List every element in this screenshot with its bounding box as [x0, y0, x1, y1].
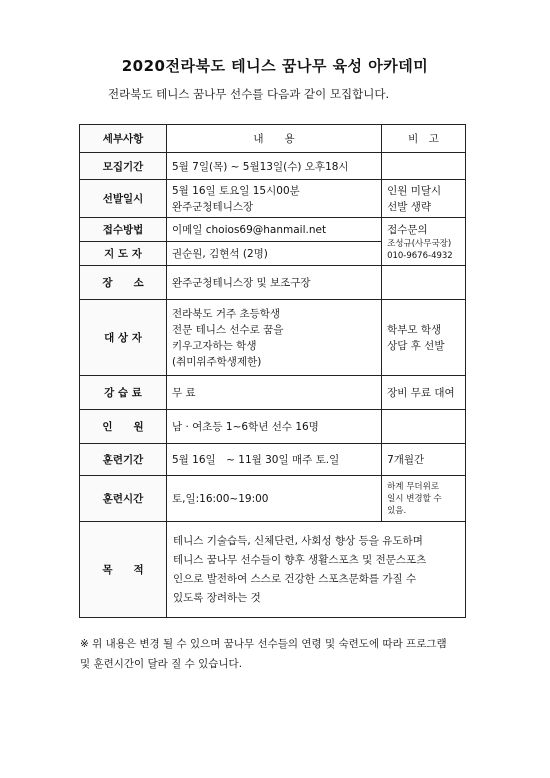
- row-label: 지 도 자: [80, 242, 167, 266]
- content-line: 키우고자하는 학생: [171, 339, 257, 352]
- content-line: 5월 16일 토요일 15시00분: [171, 184, 300, 197]
- row-content: 토,일:16:00~19:00: [166, 476, 381, 522]
- content-line: 있도록 장려하는 것: [172, 591, 261, 604]
- table-row: [80, 444, 466, 476]
- row-content: [166, 300, 381, 376]
- row-content: 5월 7일(목) ~ 5월13일(수) 오후18시: [166, 153, 381, 180]
- footnote: [80, 634, 475, 674]
- row-label: 훈련시간: [80, 476, 167, 522]
- row-content: 완주군청테니스장 및 보조구장: [166, 266, 381, 300]
- row-content: 이메일 choios69@hanmail.net: [166, 218, 381, 242]
- row-note: [382, 476, 466, 522]
- footnote-line: ※ 위 내용은 변경 될 수 있으며 꿈나무 선수들의 연령 및 숙련도에 따라 프로그램: [80, 638, 447, 650]
- page-subtitle: 전라북도 테니스 꿈나무 선수를 다음과 같이 모집합니다.: [108, 87, 390, 101]
- content-line: 테니스 기술습득, 신체단련, 사회성 향상 등을 유도하며: [172, 534, 423, 547]
- row-label: 목 적: [80, 522, 167, 618]
- note-line: 접수문의: [387, 223, 428, 236]
- note-line: 인원 미달시: [387, 184, 442, 197]
- table-row: [80, 266, 466, 300]
- row-note: 장비 무료 대여: [382, 376, 466, 410]
- table-row: [80, 153, 466, 180]
- table-row: [80, 522, 466, 618]
- row-label: 모집기간: [80, 153, 167, 180]
- note-line: 하계 무더위로: [387, 481, 440, 492]
- table-row: [80, 180, 466, 218]
- note-line: 선발 생략: [387, 200, 431, 213]
- note-line: 010-9676-4932: [387, 250, 453, 261]
- row-content: [166, 180, 381, 218]
- content-line: 완주군청테니스장: [171, 200, 254, 213]
- note-line: 학부모 학생: [387, 323, 442, 336]
- content-line: 전문 테니스 선수로 꿈을: [171, 323, 284, 336]
- table-row: [80, 376, 466, 410]
- row-label: 접수방법: [80, 218, 167, 242]
- row-content: [166, 522, 465, 618]
- table-header-row: [80, 125, 466, 153]
- note-line: 있음.: [387, 505, 407, 516]
- row-note: [382, 153, 466, 180]
- row-content: 권순원, 김현석 (2명): [166, 242, 381, 266]
- page-title: 2020전라북도 테니스 꿈나무 육성 아카데미: [121, 57, 429, 75]
- header-content: 내 용: [166, 125, 381, 153]
- row-content: 5월 16일 ~ 11월 30일 매주 토.일: [166, 444, 381, 476]
- row-label: 장 소: [80, 266, 167, 300]
- row-content: 무 료: [166, 376, 381, 410]
- table-row: [80, 476, 466, 522]
- footnote-line: 및 훈련시간이 달라 질 수 있습니다.: [80, 658, 243, 670]
- table-row: [80, 300, 466, 376]
- row-note: [382, 180, 466, 218]
- table-row: [80, 218, 466, 242]
- note-line: 상담 후 선발: [387, 339, 445, 352]
- content-line: 전라북도 거주 초등학생: [171, 307, 281, 320]
- table-row: [80, 410, 466, 444]
- row-label: 인 원: [80, 410, 167, 444]
- content-line: 인으로 발전하여 스스로 건강한 스포츠문화를 가질 수: [172, 572, 417, 585]
- row-note: [382, 218, 466, 266]
- row-note: [382, 266, 466, 300]
- content-line: 테니스 꿈나무 선수들이 향후 생활스포츠 및 전문스포츠: [172, 553, 427, 566]
- info-table: [79, 124, 466, 618]
- row-label: 강 습 료: [80, 376, 167, 410]
- note-line: 일시 변경할 수: [387, 493, 442, 504]
- content-line: (취미위주학생제한): [171, 355, 262, 368]
- header-detail: 세부사항: [80, 125, 167, 153]
- row-label: 훈련기간: [80, 444, 167, 476]
- header-note: 비 고: [382, 125, 466, 153]
- row-label: 선발일시: [80, 180, 167, 218]
- row-note: 7개월간: [382, 444, 466, 476]
- row-note: [382, 410, 466, 444]
- row-note: [382, 300, 466, 376]
- row-label: 대 상 자: [80, 300, 167, 376]
- note-line: 조성규(사무국장): [387, 238, 452, 249]
- row-content: 남 · 여초등 1~6학년 선수 16명: [166, 410, 381, 444]
